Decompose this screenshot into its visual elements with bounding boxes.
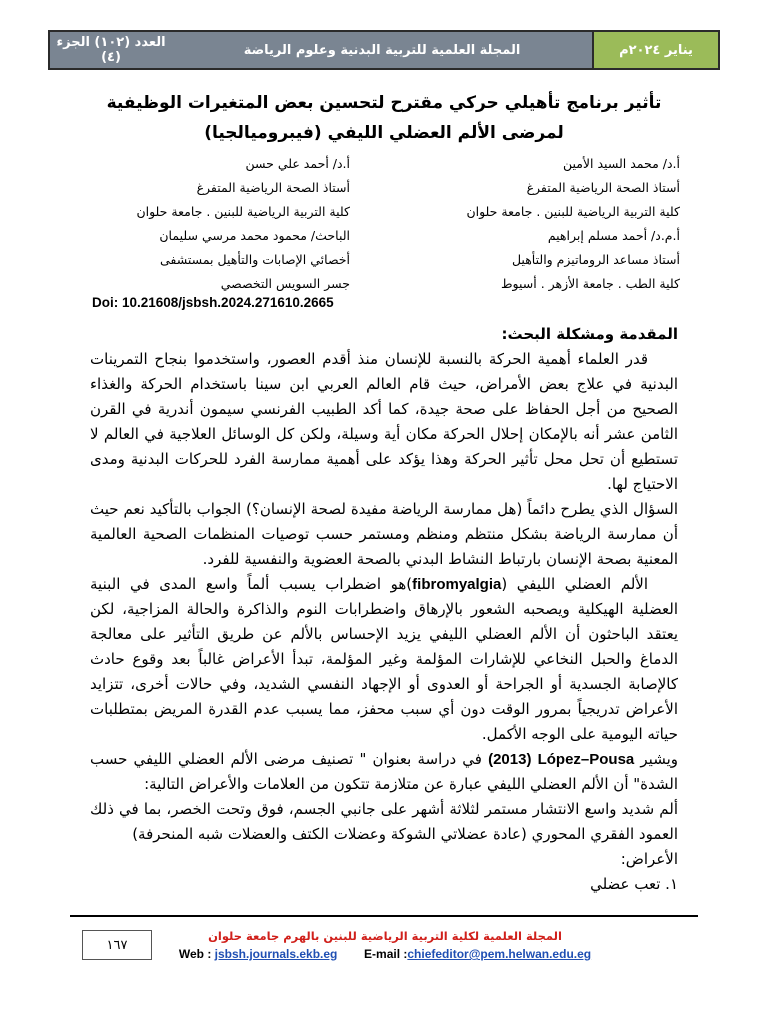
paragraph-3-rest: )هو اضطراب يسبب ألماً واسع المدى في البنية العضلية الهيكلية ويصحبه الشعور بالإرهاق واضطرابات النوم والذاكرة والحالة المزاجية، لكن يعتقد الباحثون أن الألم العضلي الليفي يزيد الإحساس بالألم عن طريق التأثير على معالجة الدماغ والحبل النخاعي للإشارات المؤلمة وغير المؤلمة، تبدأ الأعراض غالباً بعد وقوع حادث كالإصابة الجسدية أو الجراحة أو العدوى أو الإجهاد النفسي الشديد، وفي حالات أخرى، تتزايد الأعراض تدريجياً بمرور الوقت دون أي سبب محفز، مما يسبب عدم القدرة المريض بمتطلبات حياته اليومية على الوجه الأكمل. (90, 575, 678, 743)
author-left: كلية التربية الرياضية للبنين . جامعة حلوان (136, 204, 350, 219)
paragraph-4-rest: في دراسة بعنوان " تصنيف مرضى الألم العضلي الليفي حسب الشدة" أن الألم العضلي الليفي عبارة عن متلازمة تتكون من العلامات والأعراض التالية: (90, 750, 678, 793)
paper-title-line-1: تأثير برنامج تأهيلي حركي مقترح لتحسين بعض المتغيرات الوظيفية (106, 93, 662, 113)
author-left: الباحث/ محمود محمد مرسي سليمان (159, 228, 350, 243)
symptom-item: ١. تعب عضلي (590, 875, 678, 893)
email-label: E-mail : (364, 947, 408, 961)
author-right: كلية الطب . جامعة الأزهر . أسيوط (501, 276, 680, 291)
footer-contact (170, 947, 600, 961)
page-number: ١٦٧ (82, 930, 152, 960)
doi-link[interactable]: Doi: 10.21608/jsbsh.2024.271610.2665 (92, 295, 334, 310)
author-right: أ.م.د/ أحمد مسلم إبراهيم (547, 228, 680, 243)
paragraph-5: ألم شديد واسع الانتشار مستمر لثلاثة أشهر على جانبي الجسم، فوق وتحت الخصر، بما في ذلك العمود الفقري المحوري (عادة عضلاتي الشوكة وعضلات الكتف والعضلات شبه المنحرفة) (90, 800, 678, 843)
footer-divider (70, 915, 698, 917)
author-row (90, 200, 680, 224)
author-row (90, 248, 680, 272)
author-left: جسر السويس التخصصي (220, 276, 350, 291)
author-row (90, 176, 680, 200)
citation-author: López–Pousa (537, 751, 635, 768)
author-row (90, 272, 680, 296)
email-link[interactable]: chiefeditor@pem.helwan.edu.eg (407, 947, 592, 961)
symptoms-heading: الأعراض: (620, 850, 678, 868)
author-right: أستاذ مساعد الروماتيزم والتأهيل (511, 252, 680, 267)
section-heading: المقدمة ومشكلة البحث: (501, 325, 678, 343)
author-row (90, 152, 680, 176)
paragraph-3-start: الألم العضلي الليفي ( (501, 575, 648, 593)
author-left: أخصائي الإصابات والتأهيل بمستشفى (160, 252, 350, 267)
article-body (90, 322, 678, 897)
paragraph-3 (90, 572, 678, 747)
paragraph-4-start: ويشير (634, 750, 678, 768)
author-left: أ.د/ أحمد علي حسن (245, 156, 350, 171)
citation-year: (2013) (488, 751, 532, 768)
paragraph-2: السؤال الذي يطرح دائماً (هل ممارسة الرياضة مفيدة لصحة الإنسان؟) الجواب بالتأكيد نعم حيث أن ممارسة الرياضة بشكل منتظم ومنظم ومستمر حسب توصيات المنظمات الصحية العالمية المعنية بصحة الإنسان بارتباط النشاط البدني بالصحة العضوية والنفسية للفرد. (90, 500, 678, 568)
author-right: أستاذ الصحة الرياضية المتفرغ (526, 180, 680, 195)
authors-block (90, 152, 680, 296)
author-right: كلية التربية الرياضية للبنين . جامعة حلوان (466, 204, 680, 219)
journal-header-banner (48, 30, 720, 70)
issue-date: يناير ٢٠٢٤م (592, 32, 718, 68)
paper-title-line-2: لمرضى الألم العضلي الليفي (فيبروميالجيا) (204, 123, 564, 143)
web-link[interactable]: jsbsh.journals.ekb.eg (214, 947, 338, 961)
author-right: أ.د/ محمد السيد الأمين (562, 156, 680, 171)
paragraph-1: قدر العلماء أهمية الحركة بالنسبة للإنسان منذ أقدم العصور، واستخدموا بنجاح التمرينات البدنية في علاج بعض الأمراض، حيث قام العالم العربي ابن سينا باستخدام الحركة والغذاء الصحيح من أجل الحفاظ على صحة جيدة، كما أكد الطبيب الفرنسي سيمون أندرية في القرن الثامن عشر أنه بالإمكان إحلال الحركة مكان أية وسيلة، ولكن كل الوسائل العلاجية في العالم لا تستطيع أن تحل محل تأثير الحركة وهذا يؤكد على أهمية ممارسة الفرد للحركات البدنية ومدى الاحتياج لها. (90, 350, 678, 493)
author-row (90, 224, 680, 248)
paragraph-4 (90, 747, 678, 797)
web-label: Web : (178, 947, 215, 961)
footer-journal-name: المجلة العلمية لكلية التربية الرياضية للبنين بالهرم جامعة حلوان (208, 929, 562, 943)
issue-number: العدد (١٠٢) الجزء (٤) (56, 35, 166, 65)
author-left: أستاذ الصحة الرياضية المتفرغ (196, 180, 350, 195)
journal-name: المجلة العلمية للتربية البدنية وعلوم الرياضة (243, 42, 521, 58)
term-fibromyalgia: fibromyalgia (412, 576, 502, 593)
